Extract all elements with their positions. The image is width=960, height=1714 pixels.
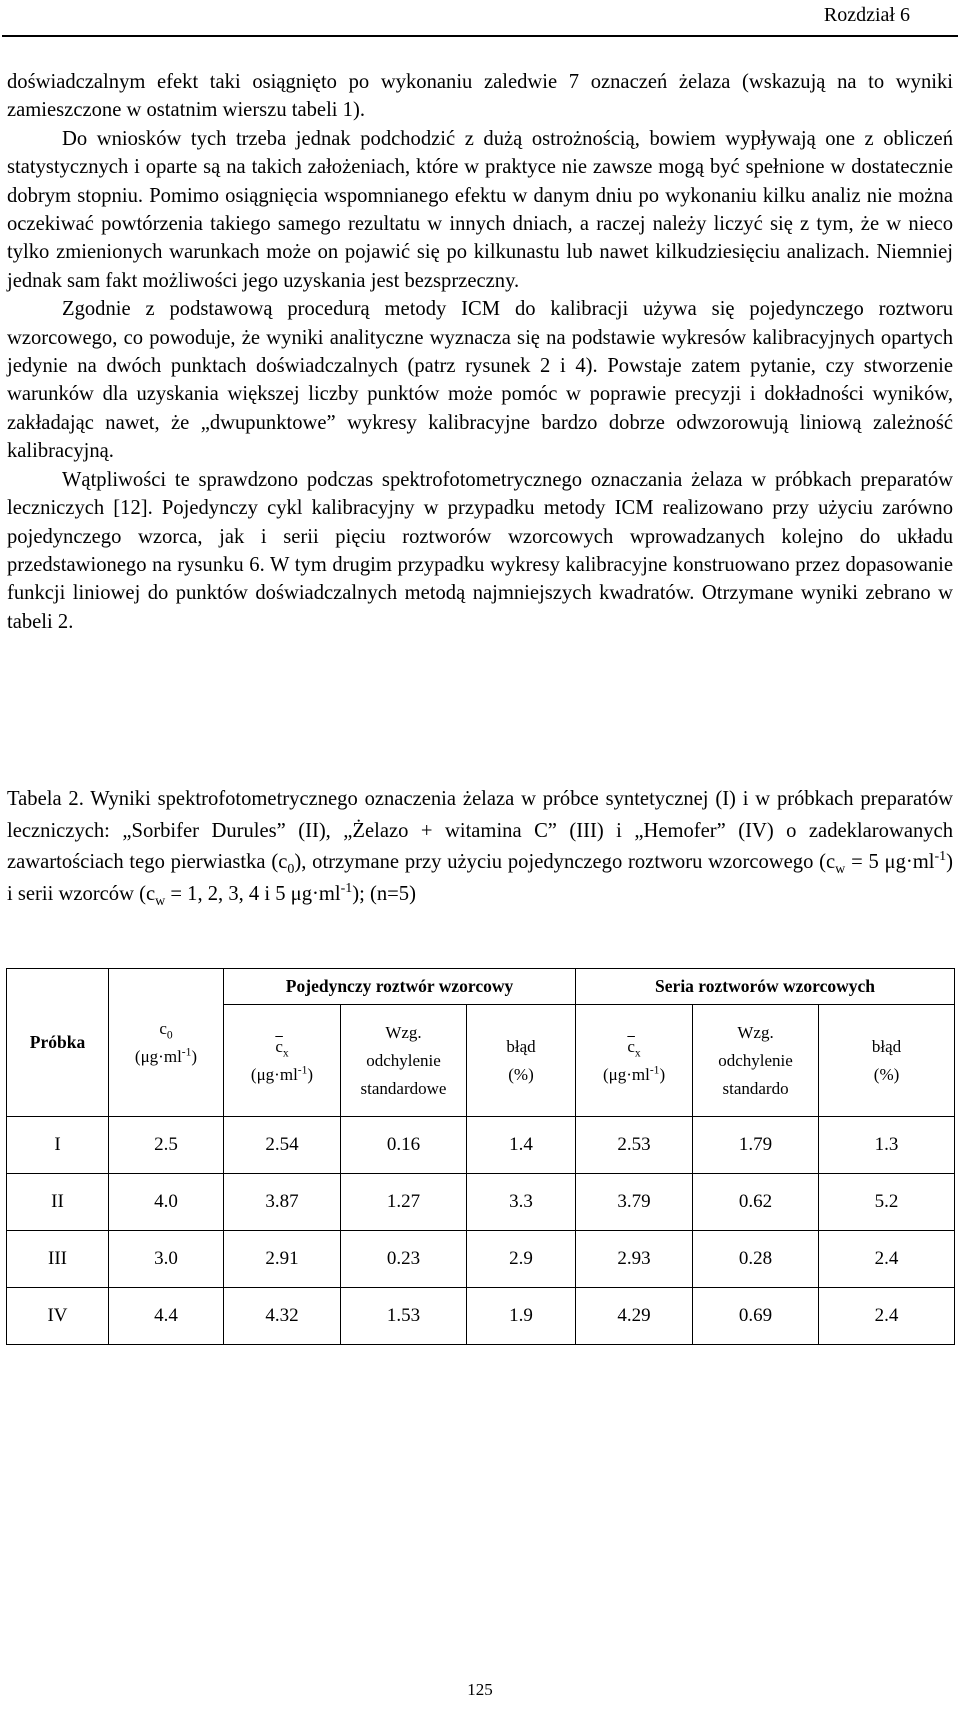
cell-sd-single: 0.16 [341, 1117, 467, 1174]
err-line-2: (%) [508, 1064, 534, 1084]
cell-err-series: 5.2 [819, 1174, 955, 1231]
cell-sample: II [7, 1174, 109, 1231]
cx-unit-close: ) [659, 1064, 666, 1084]
caption-sub-w-1: w [835, 862, 846, 878]
caption-sub-w-2: w [155, 893, 166, 909]
cx-subscript: x [634, 1045, 641, 1059]
cell-sd-series: 0.28 [693, 1231, 819, 1288]
header-cx-single [224, 1005, 341, 1117]
c0-unit: (μg·ml [134, 1046, 182, 1066]
caption-part-4: ) i serii wzorców (c [7, 851, 954, 905]
caption-part-6: ); (n=5) [352, 882, 416, 905]
cx-symbol: $\overline{c}$ [627, 1036, 635, 1056]
paragraph-1: doświadczalnym efekt taki osiągnięto po wykonaniu zaledwie 7 oznaczeń żelaza (wskazują na to wyniki zamieszczone w ostatnim wierszu tabeli 1). [7, 71, 953, 122]
cell-c0: 4.4 [109, 1288, 224, 1345]
caption-part-1: Tabela 2. Wyniki spektrofotometrycznego oznaczenia żelaza w próbce syntetycznej (I) i w próbkach preparatów leczniczych: „Sorbifer Durules” (II), „Żelazo + witamina C” (III) i „Hemofer” (IV) o zadeklarowanych zawartościach tego pierwiastka (c [7, 788, 953, 873]
cell-err-series: 2.4 [819, 1288, 955, 1345]
cell-cx-series: 3.79 [576, 1174, 693, 1231]
header-err-single [467, 1005, 576, 1117]
paragraph-4: Wątpliwości te sprawdzono podczas spektrofotometrycznego oznaczania żelaza w próbkach preparatów leczniczych [12]. Pojedynczy cykl kalibracyjny w przypadku metody ICM realizowano przy użyciu zarówno pojedynczego wzorca, jak i serii pięciu roztworów wzorcowych wprowadzanych kolejno do układu przedstawionego na rysunku 6. W tym drugim przypadku wykresy kalibracyjne konstruowano przez dopasowanie funkcji liniowej do punktów doświadczalnych metodą najmniejszych kwadratów. Otrzymane wyniki zebrano w tabeli 2. [7, 468, 953, 633]
c0-unit-sup: -1 [181, 1044, 192, 1058]
cell-sd-series: 1.79 [693, 1117, 819, 1174]
cell-cx-series: 2.53 [576, 1117, 693, 1174]
cell-sd-single: 1.27 [341, 1174, 467, 1231]
table-row [7, 1174, 955, 1231]
cell-err-single: 2.9 [467, 1231, 576, 1288]
header-group-series: Seria roztworów wzorcowych [576, 969, 955, 1005]
cx-unit-sup: -1 [649, 1062, 660, 1076]
cell-cx-single: 2.91 [224, 1231, 341, 1288]
caption-part-2: ), otrzymane przy użyciu pojedynczego roztworu wzorcowego (c [294, 851, 836, 873]
cell-sample: IV [7, 1288, 109, 1345]
table-row [7, 1231, 955, 1288]
body-text [7, 68, 953, 636]
sd-line-3: standardowe [360, 1078, 447, 1098]
header-c0 [109, 969, 224, 1117]
cell-cx-series: 4.29 [576, 1288, 693, 1345]
cell-err-series: 2.4 [819, 1231, 955, 1288]
caption-sub-0: 0 [287, 862, 295, 878]
table-row [7, 1117, 955, 1174]
err-line-2: (%) [873, 1064, 900, 1084]
header-sample: Próbka [7, 969, 109, 1117]
header-group-single: Pojedynczy roztwór wzorcowy [224, 969, 576, 1005]
paragraph-3: Zgodnie z podstawową procedurą metody ICM do kalibracji używa się pojedynczego roztworu wzorcowego, co powoduje, że wyniki analityczne wyznacza się na podstawie wykresów kalibracyjnych opartych jedynie na dwóch punktach doświadczalnych (patrz rysunek 2 i 4). Powstaje zatem pytanie, czy stworzenie warunków dla uzyskania większej liczby punktów może pomóc w poprawie precyzji i dokładności wyników, zakładając nawet, że „dwupunktowe” wykresy kalibracyjne bardzo dobrze odwzorowują liniową zależność kalibracyjną. [7, 298, 953, 463]
sd-line-3: standardo [722, 1078, 789, 1098]
cell-c0: 4.0 [109, 1174, 224, 1231]
sd-line-1: Wzg. [737, 1022, 774, 1042]
table-caption [7, 784, 953, 910]
page-number: 125 [467, 1680, 493, 1699]
cell-sample: III [7, 1231, 109, 1288]
caption-sup-2: -1 [340, 880, 353, 896]
cell-c0: 3.0 [109, 1231, 224, 1288]
table-row [7, 1288, 955, 1345]
caption-part-5: = 1, 2, 3, 4 i 5 μg·ml [165, 882, 341, 905]
results-table [6, 968, 955, 1345]
sd-line-2: odchylenie [366, 1050, 441, 1070]
caption-sup-1: -1 [934, 849, 947, 865]
c0-unit-close: ) [191, 1046, 198, 1066]
paragraph-2: Do wniosków tych trzeba jednak podchodzić z dużą ostrożnością, bowiem wypływają one z obliczeń statystycznych i oparte są na takich założeniach, które w praktyce nie zawsze mogą być spełnione w dostatecznie dobrym stopniu. Pomimo osiągnięcia wspomnianego efektu w danym dniu po wykonaniu kilku analiz nie można oczekiwać powtórzenia takiego samego rezultatu w innych dniach, a raczej należy liczyć się z tym, że w nieco tylko zmienionych warunkach może on pojawić się po kilkunastu lub nawet kilkudziesięciu analizach. Niemniej jednak sam fakt możliwości jego uzyskania jest bezsprzeczny. [7, 127, 953, 292]
chapter-title: Rozdział 6 [823, 4, 910, 26]
cx-unit-close: ) [307, 1064, 314, 1084]
header-err-series [819, 1005, 955, 1117]
c0-symbol: c [159, 1018, 167, 1038]
header-sd-single [341, 1005, 467, 1117]
cell-sd-single: 0.23 [341, 1231, 467, 1288]
cell-sample: I [7, 1117, 109, 1174]
cell-cx-series: 2.93 [576, 1231, 693, 1288]
cell-cx-single: 2.54 [224, 1117, 341, 1174]
header-rule [2, 35, 958, 37]
cx-unit-sup: -1 [297, 1062, 308, 1076]
cell-err-single: 3.3 [467, 1174, 576, 1231]
cell-cx-single: 3.87 [224, 1174, 341, 1231]
err-line-1: błąd [506, 1036, 536, 1056]
cell-sd-series: 0.69 [693, 1288, 819, 1345]
c0-subscript: 0 [166, 1027, 173, 1041]
cell-sd-single: 1.53 [341, 1288, 467, 1345]
sd-line-2: odchylenie [718, 1050, 793, 1070]
cell-cx-single: 4.32 [224, 1288, 341, 1345]
cx-symbol: $\overline{c}$ [275, 1036, 283, 1056]
cell-err-single: 1.9 [467, 1288, 576, 1345]
sd-line-1: Wzg. [385, 1022, 422, 1042]
cell-err-series: 1.3 [819, 1117, 955, 1174]
header-cx-series [576, 1005, 693, 1117]
cell-sd-series: 0.62 [693, 1174, 819, 1231]
caption-text [7, 784, 953, 910]
err-line-1: błąd [871, 1036, 902, 1056]
header-sd-series [693, 1005, 819, 1117]
caption-part-3: = 5 μg·ml [845, 851, 935, 873]
cx-unit: (μg·ml [250, 1064, 298, 1084]
cx-subscript: x [282, 1045, 289, 1059]
cell-err-single: 1.4 [467, 1117, 576, 1174]
page-header [0, 0, 960, 38]
cell-c0: 2.5 [109, 1117, 224, 1174]
table-header-row-1 [7, 969, 955, 1005]
cx-unit: (μg·ml [602, 1064, 650, 1084]
